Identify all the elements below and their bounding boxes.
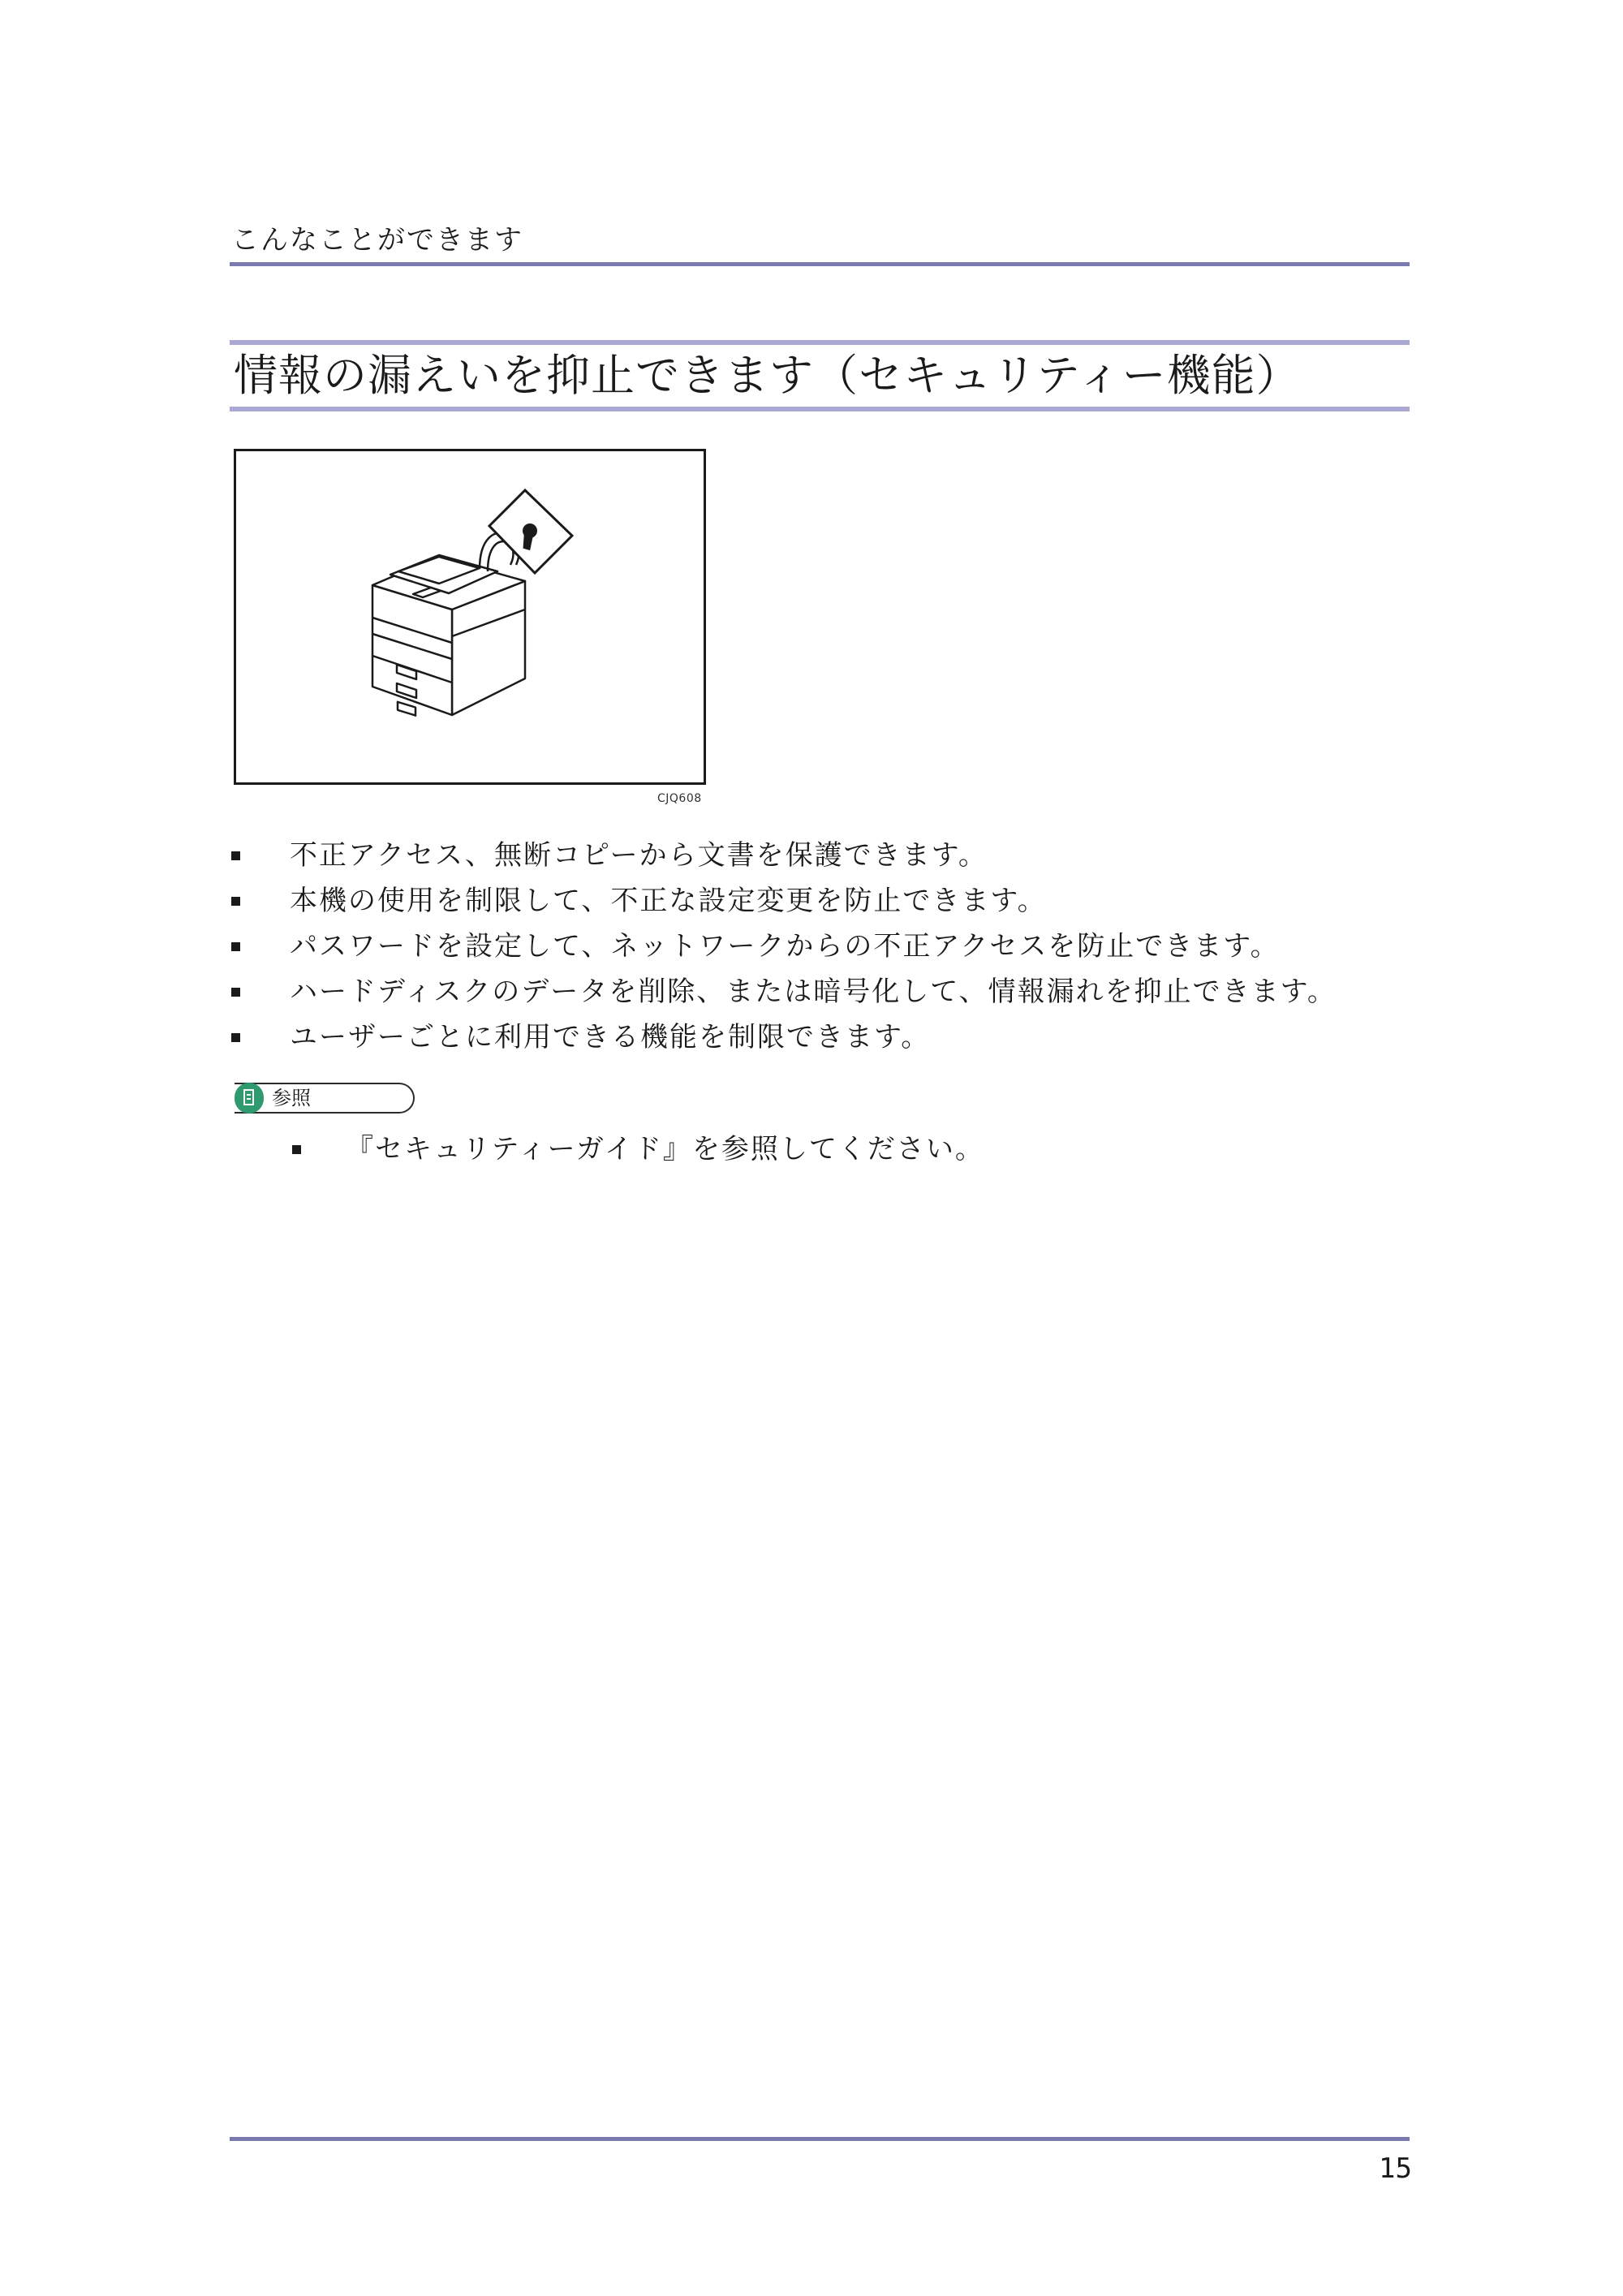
bullet-square-icon [231,942,240,951]
bullet-square-icon [292,1145,301,1154]
bullet-square-icon [231,1033,240,1042]
section-title: 情報の漏えいを抑止できます（セキュリティー機能） [234,350,1301,401]
list-item-text: パスワードを設定して、ネットワークからの不正アクセスを防止できます。 [290,930,1280,963]
printer-icon [372,555,525,716]
list-item [230,971,1337,1016]
list-item [230,880,1337,925]
list-item [230,1016,1337,1062]
header-rule [230,262,1410,266]
list-item-text: 不正アクセス、無断コピーから文書を保護できます。 [290,839,988,872]
footer-rule [230,2137,1410,2141]
feature-list [230,834,1337,1062]
list-item [230,834,1337,880]
bullet-square-icon [231,897,240,906]
list-item-text: 本機の使用を制限して、不正な設定変更を防止できます。 [290,885,1047,917]
illustration-frame [234,449,706,785]
list-item [230,925,1337,971]
list-item-text: ユーザーごとに利用できる機能を制限できます。 [290,1021,931,1053]
section-title-rule-bottom [230,407,1410,411]
list-item-text: ハードディスクのデータを削除、または暗号化して、情報漏れを抑止できます。 [290,976,1337,1008]
reference-item [291,1128,984,1174]
running-head: こんなことができます [231,224,523,256]
reference-item-text[interactable]: 『セキュリティーガイド』を参照してください。 [346,1133,984,1165]
reference-note-icon [235,1083,264,1114]
bullet-square-icon [231,851,240,860]
section-title-rule-top [230,340,1410,345]
reference-list [291,1128,984,1174]
bullet-square-icon [231,988,240,997]
padlock-icon [489,490,572,573]
figure-code: CJQ608 [657,792,702,805]
page-number: 15 [1379,2152,1412,2185]
reference-label: 参照 [272,1087,311,1109]
